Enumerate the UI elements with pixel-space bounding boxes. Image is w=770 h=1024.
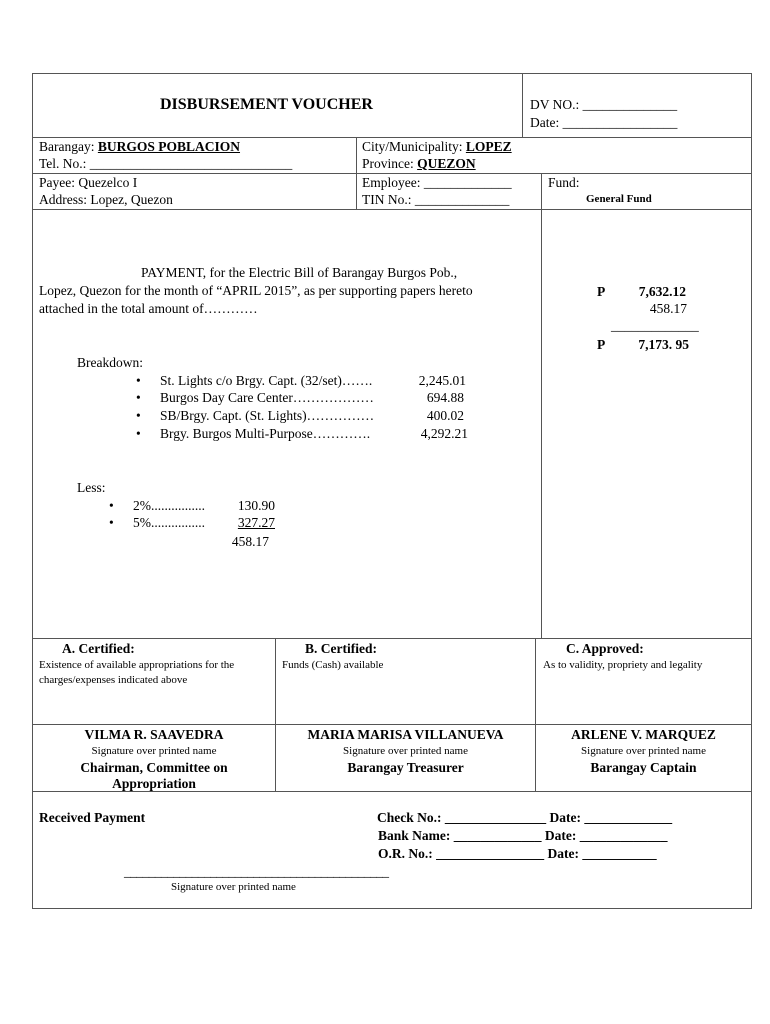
employee-field[interactable]: Employee: _____________ xyxy=(362,175,512,190)
signatory-name: MARIA MARISA VILLANUEVA xyxy=(307,727,504,742)
breakdown-item: • St. Lights c/o Brgy. Capt. (32/set)……. xyxy=(160,373,372,389)
less-item: • 5%................ xyxy=(133,515,205,531)
fund-label: Fund: xyxy=(548,175,580,190)
city-field xyxy=(362,139,512,155)
breakdown-item: • Brgy. Burgos Multi-Purpose…………. xyxy=(160,426,370,442)
less-amount: 327.27 xyxy=(237,515,275,530)
divider-dv xyxy=(522,73,523,137)
province-value: QUEZON xyxy=(417,156,476,171)
cert-a-text-line1: Existence of available appropriations for the xyxy=(39,659,235,671)
border-bottom xyxy=(32,908,752,909)
barangay-field xyxy=(39,139,240,155)
breakdown-amount: 2,245.01 xyxy=(418,373,466,388)
city-value: LOPEZ xyxy=(465,139,512,154)
signatory-title-line2: Appropriation xyxy=(112,776,196,791)
divider-cert xyxy=(32,724,752,725)
divider-header xyxy=(32,137,752,138)
received-payment-label: Received Payment xyxy=(39,810,146,825)
signatory-c xyxy=(536,727,751,776)
address-field: Address: Lopez, Quezon xyxy=(39,192,173,207)
net-currency: P xyxy=(597,337,606,352)
voucher-title: DISBURSEMENT VOUCHER xyxy=(160,96,373,113)
cert-c-title: C. Approved: xyxy=(566,641,644,656)
gross-currency: P xyxy=(597,284,606,299)
receipt-signature-caption: Signature over printed name xyxy=(171,881,296,893)
province-label: Province: xyxy=(362,156,418,171)
amount-separator: _____________ xyxy=(611,318,699,333)
less-label: Less: xyxy=(77,480,106,495)
province-field xyxy=(362,156,476,172)
breakdown-amount: 694.88 xyxy=(426,390,464,405)
signatory-title: Chairman, Committee on xyxy=(80,760,228,775)
signatory-name: ARLENE V. MARQUEZ xyxy=(571,727,716,742)
signatory-caption: Signature over printed name xyxy=(581,745,706,757)
dv-date-field[interactable]: Date: _________________ xyxy=(530,115,678,130)
bank-name-field[interactable]: Bank Name: _____________ Date: _____________ xyxy=(378,828,668,843)
divider-payee xyxy=(32,173,752,174)
less-amount: 130.90 xyxy=(237,498,275,513)
divider-info xyxy=(32,209,752,210)
payment-description-line1: PAYMENT, for the Electric Bill of Barangay Burgos Pob., xyxy=(141,265,458,280)
signatory-name: VILMA R. SAAVEDRA xyxy=(84,727,224,742)
barangay-value: BURGOS POBLACION xyxy=(97,139,241,154)
tin-field[interactable]: TIN No.: ______________ xyxy=(362,192,510,207)
signatory-caption: Signature over printed name xyxy=(343,745,468,757)
cert-b-text: Funds (Cash) available xyxy=(282,659,384,671)
breakdown-amount: 400.02 xyxy=(426,408,464,423)
breakdown-item: • SB/Brgy. Capt. (St. Lights)…………… xyxy=(160,408,374,424)
receipt-signature-line[interactable]: ___________________________________________ xyxy=(124,864,389,879)
border-right xyxy=(751,73,752,909)
divider-city xyxy=(356,137,357,209)
signatory-caption: Signature over printed name xyxy=(91,745,217,757)
fund-value: General Fund xyxy=(586,193,652,205)
or-number-field[interactable]: O.R. No.: ________________ Date: ___________ xyxy=(378,846,657,861)
check-number-field[interactable]: Check No.: _______________ Date: _____________ xyxy=(377,810,673,825)
gross-amount: 7,632.12 xyxy=(638,284,686,299)
cert-c-text: As to validity, propriety and legality xyxy=(543,659,703,671)
signatory-a xyxy=(33,727,275,792)
breakdown-amount: 4,292.21 xyxy=(420,426,468,441)
cert-a-title: A. Certified: xyxy=(62,641,135,656)
deduction-amount: 458.17 xyxy=(649,301,687,316)
barangay-label: Barangay: xyxy=(39,139,98,154)
divider-fund xyxy=(541,173,542,638)
divider-body xyxy=(32,638,752,639)
signatory-title: Barangay Treasurer xyxy=(347,760,464,775)
cert-b-title: B. Certified: xyxy=(305,641,377,656)
payment-description-line3: attached in the total amount of………… xyxy=(39,301,258,316)
dv-number-field[interactable]: DV NO.: ______________ xyxy=(530,97,678,112)
signatory-b xyxy=(276,727,535,776)
cert-a-text-line2: charges/expenses indicated above xyxy=(39,674,188,686)
payee-field: Payee: Quezelco I xyxy=(39,175,138,190)
less-item: • 2%................ xyxy=(133,498,205,514)
tel-field[interactable]: Tel. No.: ______________________________ xyxy=(39,156,293,171)
border-top xyxy=(32,73,752,74)
net-amount: 7,173. 95 xyxy=(638,337,689,352)
less-total: 458.17 xyxy=(231,534,269,549)
signatory-title: Barangay Captain xyxy=(590,760,697,775)
city-label: City/Municipality: xyxy=(362,139,466,154)
payment-description-line2: Lopez, Quezon for the month of “APRIL 2015”, as per supporting papers hereto xyxy=(39,283,473,298)
breakdown-item: • Burgos Day Care Center……………… xyxy=(160,390,374,406)
breakdown-label: Breakdown: xyxy=(77,355,143,370)
